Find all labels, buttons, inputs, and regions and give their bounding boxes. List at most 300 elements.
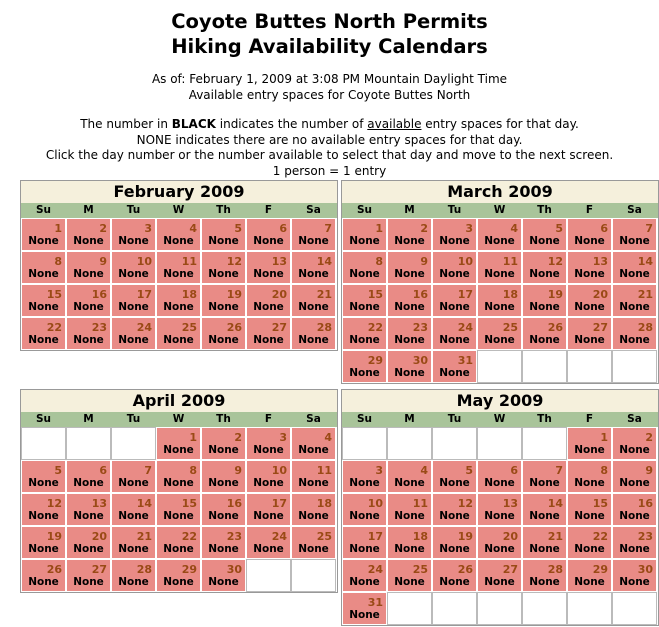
day-number-link[interactable]: 1 <box>189 431 197 444</box>
day-number-link[interactable]: 15 <box>367 288 383 301</box>
day-number-link[interactable]: 25 <box>412 563 428 576</box>
day-cell[interactable] <box>156 526 201 559</box>
day-number-link[interactable]: 25 <box>181 321 197 334</box>
availability-value[interactable]: None <box>484 235 515 247</box>
availability-value[interactable]: None <box>298 334 329 346</box>
availability-value[interactable]: None <box>208 235 239 247</box>
availability-value[interactable]: None <box>208 576 239 588</box>
day-number-link[interactable]: 30 <box>226 563 242 576</box>
day-cell[interactable] <box>201 284 246 317</box>
availability-value[interactable]: None <box>484 268 515 280</box>
day-number-link[interactable]: 10 <box>367 497 383 510</box>
day-cell[interactable] <box>477 493 522 526</box>
day-number-link[interactable]: 16 <box>637 497 653 510</box>
availability-value[interactable]: None <box>253 334 284 346</box>
day-cell[interactable] <box>522 218 567 251</box>
day-number-link[interactable]: 15 <box>592 497 608 510</box>
day-cell[interactable] <box>387 317 432 350</box>
availability-value[interactable]: None <box>439 543 470 555</box>
availability-value[interactable]: None <box>484 334 515 346</box>
day-number-link[interactable]: 21 <box>547 530 563 543</box>
availability-value[interactable]: None <box>28 334 59 346</box>
day-cell[interactable] <box>201 427 246 460</box>
availability-value[interactable]: None <box>208 268 239 280</box>
day-cell[interactable] <box>342 350 387 383</box>
day-number-link[interactable]: 29 <box>181 563 197 576</box>
day-number-link[interactable]: 12 <box>547 255 563 268</box>
availability-value[interactable]: None <box>484 510 515 522</box>
day-cell[interactable] <box>66 284 111 317</box>
day-cell[interactable] <box>522 460 567 493</box>
availability-value[interactable]: None <box>253 510 284 522</box>
day-number-link[interactable]: 24 <box>271 530 287 543</box>
availability-value[interactable]: None <box>349 609 380 621</box>
day-cell[interactable] <box>522 284 567 317</box>
day-cell[interactable] <box>66 218 111 251</box>
day-number-link[interactable]: 31 <box>457 354 473 367</box>
day-number-link[interactable]: 28 <box>316 321 332 334</box>
availability-value[interactable]: None <box>163 477 194 489</box>
day-cell[interactable] <box>432 559 477 592</box>
availability-value[interactable]: None <box>394 543 425 555</box>
availability-value[interactable]: None <box>73 543 104 555</box>
day-cell[interactable] <box>342 493 387 526</box>
availability-value[interactable]: None <box>28 543 59 555</box>
day-cell[interactable] <box>612 284 657 317</box>
availability-value[interactable]: None <box>619 543 650 555</box>
day-cell[interactable] <box>246 526 291 559</box>
availability-value[interactable]: None <box>163 444 194 456</box>
day-cell[interactable] <box>66 526 111 559</box>
day-cell[interactable] <box>342 559 387 592</box>
availability-value[interactable]: None <box>439 301 470 313</box>
availability-value[interactable]: None <box>349 477 380 489</box>
day-number-link[interactable]: 22 <box>592 530 608 543</box>
day-number-link[interactable]: 10 <box>457 255 473 268</box>
day-number-link[interactable]: 30 <box>412 354 428 367</box>
day-cell[interactable] <box>522 493 567 526</box>
availability-value[interactable]: None <box>298 268 329 280</box>
day-number-link[interactable]: 26 <box>457 563 473 576</box>
availability-value[interactable]: None <box>163 235 194 247</box>
day-cell[interactable] <box>21 526 66 559</box>
day-number-link[interactable]: 16 <box>412 288 428 301</box>
day-number-link[interactable]: 14 <box>637 255 653 268</box>
availability-value[interactable]: None <box>394 235 425 247</box>
day-cell[interactable] <box>156 493 201 526</box>
day-number-link[interactable]: 25 <box>502 321 518 334</box>
availability-value[interactable]: None <box>118 268 149 280</box>
availability-value[interactable]: None <box>208 543 239 555</box>
availability-value[interactable]: None <box>208 301 239 313</box>
availability-value[interactable]: None <box>619 576 650 588</box>
day-cell[interactable] <box>612 251 657 284</box>
day-cell[interactable] <box>201 251 246 284</box>
day-cell[interactable] <box>387 526 432 559</box>
day-cell[interactable] <box>66 317 111 350</box>
day-number-link[interactable]: 27 <box>502 563 518 576</box>
day-cell[interactable] <box>522 251 567 284</box>
day-number-link[interactable]: 13 <box>271 255 287 268</box>
availability-value[interactable]: None <box>484 543 515 555</box>
day-cell[interactable] <box>291 251 336 284</box>
availability-value[interactable]: None <box>529 334 560 346</box>
availability-value[interactable]: None <box>253 268 284 280</box>
availability-value[interactable]: None <box>73 301 104 313</box>
day-cell[interactable] <box>612 427 657 460</box>
day-cell[interactable] <box>111 559 156 592</box>
availability-value[interactable]: None <box>484 301 515 313</box>
availability-value[interactable]: None <box>439 477 470 489</box>
day-number-link[interactable]: 22 <box>181 530 197 543</box>
day-cell[interactable] <box>111 526 156 559</box>
day-cell[interactable] <box>432 284 477 317</box>
day-number-link[interactable]: 6 <box>99 464 107 477</box>
day-number-link[interactable]: 23 <box>91 321 107 334</box>
availability-value[interactable]: None <box>529 576 560 588</box>
day-cell[interactable] <box>291 317 336 350</box>
day-number-link[interactable]: 16 <box>226 497 242 510</box>
availability-value[interactable]: None <box>208 444 239 456</box>
day-number-link[interactable]: 18 <box>412 530 428 543</box>
day-cell[interactable] <box>291 526 336 559</box>
day-number-link[interactable]: 15 <box>181 497 197 510</box>
availability-value[interactable]: None <box>253 543 284 555</box>
day-number-link[interactable]: 10 <box>136 255 152 268</box>
day-number-link[interactable]: 29 <box>592 563 608 576</box>
availability-value[interactable]: None <box>298 301 329 313</box>
day-number-link[interactable]: 18 <box>316 497 332 510</box>
day-number-link[interactable]: 9 <box>99 255 107 268</box>
day-cell[interactable] <box>567 526 612 559</box>
day-number-link[interactable]: 17 <box>367 530 383 543</box>
day-cell[interactable] <box>432 317 477 350</box>
availability-value[interactable]: None <box>298 543 329 555</box>
availability-value[interactable]: None <box>28 576 59 588</box>
day-cell[interactable] <box>477 526 522 559</box>
day-number-link[interactable]: 27 <box>592 321 608 334</box>
day-cell[interactable] <box>567 493 612 526</box>
day-number-link[interactable]: 18 <box>502 288 518 301</box>
day-cell[interactable] <box>342 592 387 625</box>
availability-value[interactable]: None <box>574 543 605 555</box>
availability-value[interactable]: None <box>349 510 380 522</box>
day-cell[interactable] <box>291 427 336 460</box>
day-cell[interactable] <box>477 460 522 493</box>
day-number-link[interactable]: 19 <box>457 530 473 543</box>
availability-value[interactable]: None <box>619 444 650 456</box>
day-number-link[interactable]: 11 <box>502 255 518 268</box>
day-number-link[interactable]: 19 <box>226 288 242 301</box>
day-cell[interactable] <box>21 559 66 592</box>
day-number-link[interactable]: 2 <box>420 222 428 235</box>
availability-value[interactable]: None <box>619 235 650 247</box>
day-number-link[interactable]: 11 <box>181 255 197 268</box>
availability-value[interactable]: None <box>298 235 329 247</box>
day-cell[interactable] <box>342 460 387 493</box>
availability-value[interactable]: None <box>73 510 104 522</box>
day-cell[interactable] <box>567 317 612 350</box>
day-cell[interactable] <box>567 460 612 493</box>
day-number-link[interactable]: 24 <box>136 321 152 334</box>
availability-value[interactable]: None <box>73 576 104 588</box>
day-number-link[interactable]: 22 <box>367 321 383 334</box>
day-number-link[interactable]: 4 <box>189 222 197 235</box>
day-cell[interactable] <box>156 559 201 592</box>
day-number-link[interactable]: 30 <box>637 563 653 576</box>
day-number-link[interactable]: 13 <box>502 497 518 510</box>
day-number-link[interactable]: 21 <box>316 288 332 301</box>
availability-value[interactable]: None <box>349 235 380 247</box>
day-cell[interactable] <box>201 218 246 251</box>
day-cell[interactable] <box>432 460 477 493</box>
availability-value[interactable]: None <box>28 477 59 489</box>
day-number-link[interactable]: 2 <box>99 222 107 235</box>
day-number-link[interactable]: 6 <box>510 464 518 477</box>
day-number-link[interactable]: 4 <box>510 222 518 235</box>
day-cell[interactable] <box>111 460 156 493</box>
availability-value[interactable]: None <box>163 268 194 280</box>
day-cell[interactable] <box>612 559 657 592</box>
availability-value[interactable]: None <box>574 444 605 456</box>
day-cell[interactable] <box>156 251 201 284</box>
availability-value[interactable]: None <box>529 235 560 247</box>
day-cell[interactable] <box>246 460 291 493</box>
day-cell[interactable] <box>387 350 432 383</box>
availability-value[interactable]: None <box>394 367 425 379</box>
day-cell[interactable] <box>21 317 66 350</box>
day-number-link[interactable]: 6 <box>600 222 608 235</box>
availability-value[interactable]: None <box>118 334 149 346</box>
day-number-link[interactable]: 23 <box>637 530 653 543</box>
day-number-link[interactable]: 24 <box>367 563 383 576</box>
day-number-link[interactable]: 19 <box>547 288 563 301</box>
availability-value[interactable]: None <box>439 576 470 588</box>
day-cell[interactable] <box>156 460 201 493</box>
day-cell[interactable] <box>291 218 336 251</box>
day-cell[interactable] <box>477 218 522 251</box>
availability-value[interactable]: None <box>394 334 425 346</box>
availability-value[interactable]: None <box>118 576 149 588</box>
day-number-link[interactable]: 7 <box>324 222 332 235</box>
day-number-link[interactable]: 9 <box>420 255 428 268</box>
day-cell[interactable] <box>66 460 111 493</box>
day-cell[interactable] <box>567 559 612 592</box>
availability-value[interactable]: None <box>28 510 59 522</box>
day-number-link[interactable]: 2 <box>645 431 653 444</box>
day-cell[interactable] <box>291 460 336 493</box>
availability-value[interactable]: None <box>298 510 329 522</box>
day-cell[interactable] <box>567 251 612 284</box>
day-number-link[interactable]: 14 <box>136 497 152 510</box>
day-number-link[interactable]: 8 <box>375 255 383 268</box>
day-number-link[interactable]: 1 <box>600 431 608 444</box>
availability-value[interactable]: None <box>298 477 329 489</box>
day-number-link[interactable]: 3 <box>465 222 473 235</box>
day-cell[interactable] <box>111 493 156 526</box>
availability-value[interactable]: None <box>394 477 425 489</box>
availability-value[interactable]: None <box>394 576 425 588</box>
availability-value[interactable]: None <box>574 477 605 489</box>
day-number-link[interactable]: 11 <box>412 497 428 510</box>
availability-value[interactable]: None <box>349 576 380 588</box>
day-number-link[interactable]: 5 <box>555 222 563 235</box>
day-number-link[interactable]: 3 <box>144 222 152 235</box>
day-cell[interactable] <box>201 317 246 350</box>
day-cell[interactable] <box>432 350 477 383</box>
availability-value[interactable]: None <box>574 576 605 588</box>
day-cell[interactable] <box>156 218 201 251</box>
day-cell[interactable] <box>111 218 156 251</box>
day-number-link[interactable]: 9 <box>645 464 653 477</box>
availability-value[interactable]: None <box>439 334 470 346</box>
availability-value[interactable]: None <box>253 477 284 489</box>
day-cell[interactable] <box>156 284 201 317</box>
day-number-link[interactable]: 23 <box>226 530 242 543</box>
day-cell[interactable] <box>432 526 477 559</box>
availability-value[interactable]: None <box>484 576 515 588</box>
day-number-link[interactable]: 28 <box>637 321 653 334</box>
availability-value[interactable]: None <box>253 235 284 247</box>
day-number-link[interactable]: 16 <box>91 288 107 301</box>
day-cell[interactable] <box>246 284 291 317</box>
day-number-link[interactable]: 15 <box>46 288 62 301</box>
availability-value[interactable]: None <box>394 301 425 313</box>
day-number-link[interactable]: 12 <box>457 497 473 510</box>
availability-value[interactable]: None <box>118 510 149 522</box>
day-cell[interactable] <box>291 284 336 317</box>
day-number-link[interactable]: 18 <box>181 288 197 301</box>
availability-value[interactable]: None <box>574 268 605 280</box>
availability-value[interactable]: None <box>253 444 284 456</box>
availability-value[interactable]: None <box>163 576 194 588</box>
availability-value[interactable]: None <box>208 334 239 346</box>
day-number-link[interactable]: 4 <box>420 464 428 477</box>
availability-value[interactable]: None <box>253 301 284 313</box>
day-number-link[interactable]: 17 <box>271 497 287 510</box>
availability-value[interactable]: None <box>619 477 650 489</box>
day-number-link[interactable]: 28 <box>136 563 152 576</box>
availability-value[interactable]: None <box>118 235 149 247</box>
availability-value[interactable]: None <box>73 235 104 247</box>
availability-value[interactable]: None <box>619 510 650 522</box>
day-number-link[interactable]: 4 <box>324 431 332 444</box>
day-cell[interactable] <box>432 251 477 284</box>
day-number-link[interactable]: 26 <box>46 563 62 576</box>
day-number-link[interactable]: 12 <box>46 497 62 510</box>
availability-value[interactable]: None <box>28 301 59 313</box>
day-cell[interactable] <box>111 284 156 317</box>
day-number-link[interactable]: 20 <box>592 288 608 301</box>
day-number-link[interactable]: 11 <box>316 464 332 477</box>
day-number-link[interactable]: 7 <box>645 222 653 235</box>
day-number-link[interactable]: 21 <box>136 530 152 543</box>
day-cell[interactable] <box>21 218 66 251</box>
day-number-link[interactable]: 5 <box>54 464 62 477</box>
availability-value[interactable]: None <box>439 510 470 522</box>
availability-value[interactable]: None <box>619 301 650 313</box>
availability-value[interactable]: None <box>439 235 470 247</box>
day-number-link[interactable]: 12 <box>226 255 242 268</box>
availability-value[interactable]: None <box>208 510 239 522</box>
day-number-link[interactable]: 19 <box>46 530 62 543</box>
availability-value[interactable]: None <box>349 268 380 280</box>
day-number-link[interactable]: 21 <box>637 288 653 301</box>
day-number-link[interactable]: 8 <box>189 464 197 477</box>
day-cell[interactable] <box>66 251 111 284</box>
day-cell[interactable] <box>246 218 291 251</box>
day-number-link[interactable]: 27 <box>271 321 287 334</box>
day-number-link[interactable]: 20 <box>271 288 287 301</box>
day-cell[interactable] <box>432 493 477 526</box>
availability-value[interactable]: None <box>163 301 194 313</box>
availability-value[interactable]: None <box>118 301 149 313</box>
day-cell[interactable] <box>612 218 657 251</box>
day-cell[interactable] <box>567 218 612 251</box>
availability-value[interactable]: None <box>529 510 560 522</box>
day-number-link[interactable]: 22 <box>46 321 62 334</box>
day-cell[interactable] <box>342 284 387 317</box>
day-number-link[interactable]: 17 <box>457 288 473 301</box>
day-cell[interactable] <box>246 427 291 460</box>
availability-value[interactable]: None <box>574 301 605 313</box>
availability-value[interactable]: None <box>118 543 149 555</box>
day-number-link[interactable]: 6 <box>279 222 287 235</box>
day-cell[interactable] <box>477 284 522 317</box>
day-cell[interactable] <box>387 493 432 526</box>
day-number-link[interactable]: 27 <box>91 563 107 576</box>
day-number-link[interactable]: 20 <box>91 530 107 543</box>
availability-value[interactable]: None <box>349 334 380 346</box>
day-number-link[interactable]: 5 <box>465 464 473 477</box>
day-cell[interactable] <box>567 427 612 460</box>
day-number-link[interactable]: 24 <box>457 321 473 334</box>
day-number-link[interactable]: 8 <box>54 255 62 268</box>
day-cell[interactable] <box>522 317 567 350</box>
day-cell[interactable] <box>342 251 387 284</box>
availability-value[interactable]: None <box>574 334 605 346</box>
day-number-link[interactable]: 10 <box>271 464 287 477</box>
day-cell[interactable] <box>111 251 156 284</box>
day-number-link[interactable]: 7 <box>144 464 152 477</box>
day-number-link[interactable]: 26 <box>547 321 563 334</box>
day-cell[interactable] <box>612 526 657 559</box>
day-number-link[interactable]: 5 <box>234 222 242 235</box>
availability-value[interactable]: None <box>394 268 425 280</box>
availability-value[interactable]: None <box>28 268 59 280</box>
day-cell[interactable] <box>432 218 477 251</box>
availability-value[interactable]: None <box>529 543 560 555</box>
availability-value[interactable]: None <box>439 367 470 379</box>
day-cell[interactable] <box>66 559 111 592</box>
day-cell[interactable] <box>522 559 567 592</box>
day-number-link[interactable]: 14 <box>547 497 563 510</box>
availability-value[interactable]: None <box>484 477 515 489</box>
availability-value[interactable]: None <box>349 543 380 555</box>
day-number-link[interactable]: 13 <box>592 255 608 268</box>
day-cell[interactable] <box>156 427 201 460</box>
availability-value[interactable]: None <box>163 510 194 522</box>
day-cell[interactable] <box>66 493 111 526</box>
day-cell[interactable] <box>246 251 291 284</box>
availability-value[interactable]: None <box>529 301 560 313</box>
day-number-link[interactable]: 25 <box>316 530 332 543</box>
availability-value[interactable]: None <box>574 510 605 522</box>
day-number-link[interactable]: 29 <box>367 354 383 367</box>
day-number-link[interactable]: 23 <box>412 321 428 334</box>
availability-value[interactable]: None <box>73 477 104 489</box>
day-cell[interactable] <box>201 460 246 493</box>
